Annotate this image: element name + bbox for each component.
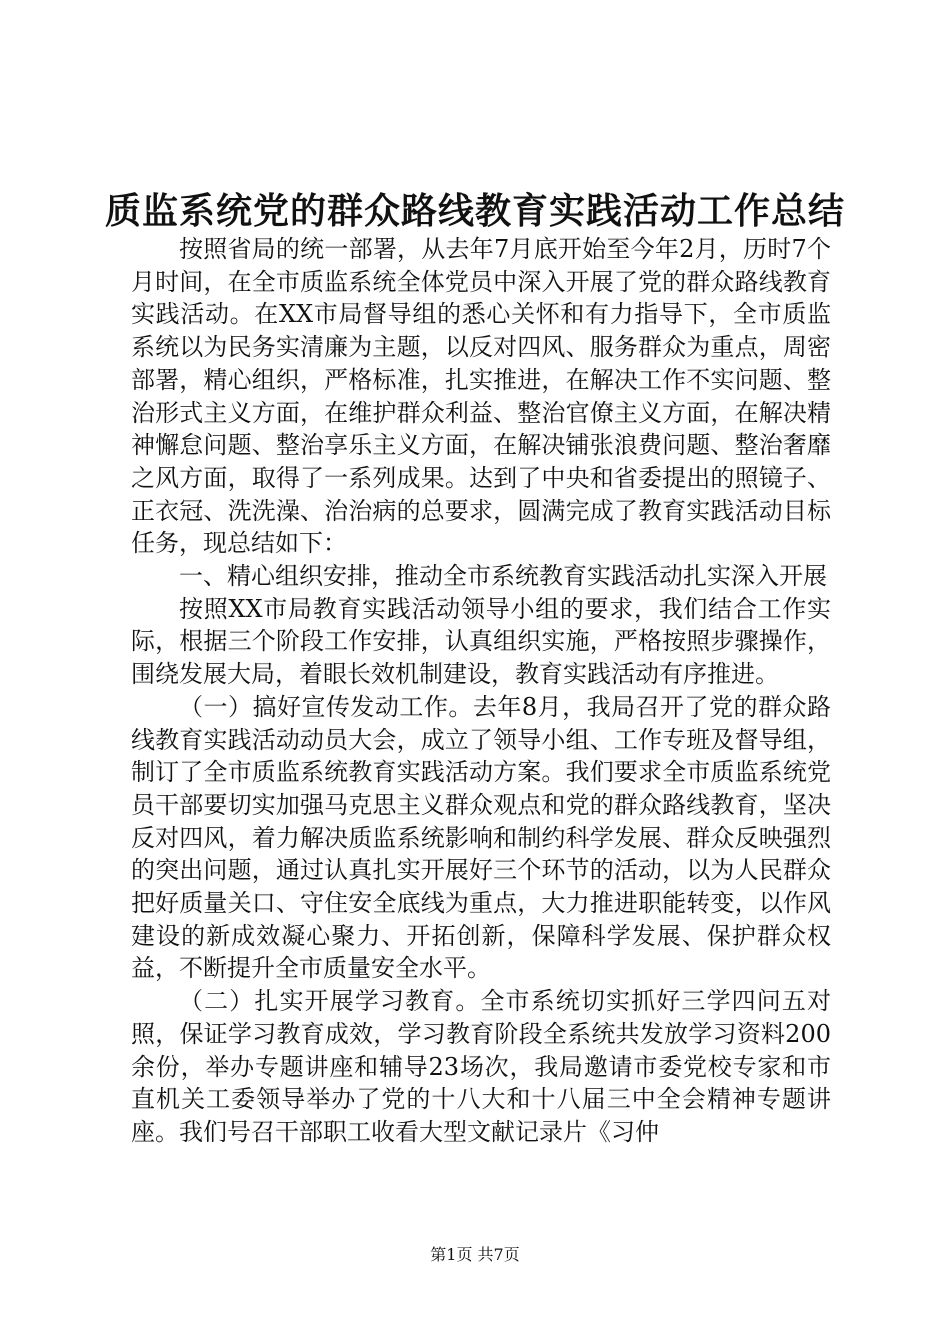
paragraph-subsection-1: （一）搞好宣传发动工作。去年8月，我局召开了党的群众路线教育实践活动动员大会，成立了领导小组、工作专班及督导组，制订了全市质监系统教育实践活动方案。我们要求全市质监系统党员干部要切实加强马克思主义群众观点和党的群众路线教育，坚决反对四风，着力解决质监系统影响和制约科学发展、群众反映强烈的突出问题，通过认真扎实开展好三个环节的活动，以为人民群众把好质量关口、守住安全底线为重点，大力推进职能转变，以作风建设的新成效凝心聚力、开拓创新，保障科学发展、保护群众权益，不断提升全市质量安全水平。 bbox=[131, 692, 831, 983]
document-body bbox=[131, 233, 831, 1149]
paragraph-section-1: 按照XX市局教育实践活动领导小组的要求，我们结合工作实际，根据三个阶段工作安排，认真组织实施，严格按照步骤操作，围绕发展大局，着眼长效机制建设，教育实践活动有序推进。 bbox=[131, 594, 831, 689]
document-title: 质监系统党的群众路线教育实践活动工作总结 bbox=[104, 190, 845, 232]
page-footer: 第1页 共7页 bbox=[430, 1245, 520, 1264]
paragraph-subsection-2: （二）扎实开展学习教育。全市系统切实抓好三学四问五对照，保证学习教育成效，学习教育阶段全系统共发放学习资料200余份，举办专题讲座和辅导23场次，我局邀请市委党校专家和市直机关工委领导举办了党的十八大和十八届三中全会精神专题讲座。我们号召干部职工收看大型文献记录片《习仲 bbox=[131, 987, 831, 1146]
section-heading-1: 一、精心组织安排，推动全市系统教育实践活动扎实深入开展 bbox=[179, 562, 827, 591]
paragraph-intro: 按照省局的统一部署，从去年7月底开始至今年2月，历时7个月时间，在全市质监系统全体党员中深入开展了党的群众路线教育实践活动。在XX市局督导组的悉心关怀和有力指导下，全市质监系统以为民务实清廉为主题，以反对四风、服务群众为重点，周密部署，精心组织，严格标准，扎实推进，在解决工作不实问题、整治形式主义方面，在维护群众利益、整治官僚主义方面，在解决精神懈怠问题、整治享乐主义方面，在解决铺张浪费问题、整治奢靡之风方面，取得了一系列成果。达到了中央和省委提出的照镜子、正衣冠、洗洗澡、治治病的总要求，圆满完成了教育实践活动目标任务，现总结如下： bbox=[131, 235, 831, 558]
